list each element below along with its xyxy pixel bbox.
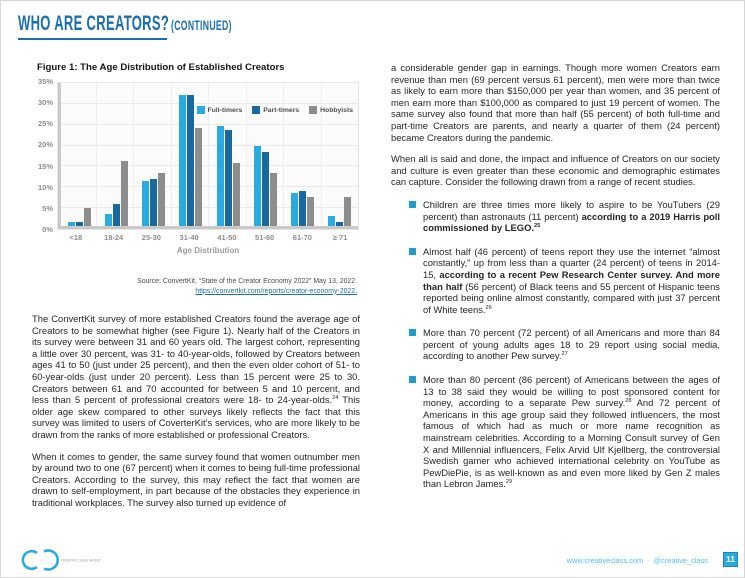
chart-bar <box>225 130 232 226</box>
chart-bar <box>179 95 186 226</box>
bar-group <box>61 83 98 226</box>
x-axis-tick-label: ≥ 71 <box>332 233 348 242</box>
chart-bar <box>299 191 306 226</box>
x-axis-tick-label: 51-60 <box>255 233 275 242</box>
bullet-text: More than 80 percent (86 percent) of Americans between the ages of 13 to 38 said they would be willing to post sponsored content for money, according to a separate Pew survey.$^{28}$ And 72 percent of Americans in this age group said they followed influencers, the most famous of which had as much or more name recognition as mainstream celebrities. According to a Morning Consult survey of Gen X and Millennial influencers, Felix Arvid Ulf Kjellberg, the controversial Swedish gamer who achieved international celebrity on YouTube as PewDiePie, is as well-known as and even more liked by Gen Z males than Lebron James.$^{29}$ <box>423 374 720 490</box>
x-axis-tick-label: <18 <box>69 233 83 242</box>
legend-swatch-icon <box>252 106 260 114</box>
bullet-square-icon <box>409 376 416 383</box>
chart-bar <box>142 181 149 226</box>
right-column <box>391 62 720 502</box>
chart-bar <box>76 222 83 226</box>
bar-group <box>247 83 284 226</box>
page-header <box>18 12 363 36</box>
chart-bar <box>307 197 314 226</box>
chart-bar <box>291 193 298 226</box>
paragraph: a considerable gender gap in earnings. Though more women Creators earn revenue than men (69 percent versus 61 percent), men were more than twice as likely to earn more than $150,000 per year than women, and 35 percent of men earn more than $100,000 as compared to just 19 percent of women. The same survey also found that more than half (55 percent) of both full-time and part-time Creators are parents, and nearly a quarter of them (24 percent) became Creators during the pandemic. <box>391 62 720 143</box>
bar-group <box>135 83 172 226</box>
legend-label: Full-timers <box>207 106 243 114</box>
chart-bar <box>68 222 75 226</box>
chart-bar <box>84 208 91 226</box>
chart-bar <box>113 204 120 226</box>
page-subtitle: (CONTINUED) <box>171 17 232 33</box>
paragraph: The ConvertKit survey of more established Creators found the average age of Creators to be somewhat higher (see Figure 1). Nearly half of the Creators in its survey were between 31 and 60 years old. The largest cohort, representing a little over 30 percent, was 31- to 40-year-olds, followed by Creators between ages 41 to 50 (just under 25 percent), and then the even older cohort of 51- to 60-year-olds (just under 20 percent). Less than 15 percent were 25 to 30. Creators between 61 and 70 accounted for between 5 and 10 percent, and less than 5 percent of professional creators were 18- to 24-year-olds.$^{24}$ This older age skew compared to other surveys likely reflects the fact that this survey was limited to users of CoverterKit’s services, who are more likely to be drawn from the ranks of more established or professional Creators. <box>32 313 360 440</box>
x-axis-tick-label: 61-70 <box>292 233 312 242</box>
chart-bar <box>270 173 277 226</box>
bullet-text: Almost half (46 percent) of teens report they use the internet “almost constantly,” up from less than a quarter (24 percent) of teens in 2014-15, according to a recent Pew Research Center survey. And more than half (56 percent) of Black teens and 55 percent of Hispanic teens reported being online almost constantly, compared with just 37 percent of White teens.$^{26}$ <box>423 245 720 315</box>
bullet-item <box>391 199 720 234</box>
paragraph: When it comes to gender, the same survey found that women outnumber men by around two to one (67 percent) when it comes to being full-time professional Creators. According to the survey, this may reflect the fact that women are drawn to self-employment, in part because of the obstacles they experience in traditional workplaces. The survey also turned up evidence of <box>32 450 360 508</box>
y-axis-tick-label: 5% <box>42 203 53 213</box>
chart-bar <box>217 126 224 226</box>
y-axis-tick-label: 25% <box>37 119 53 129</box>
bullet-item <box>391 327 720 362</box>
chart-bar <box>150 179 157 226</box>
bullet-item <box>391 246 720 316</box>
bar-group <box>172 83 209 226</box>
legend-item <box>309 106 353 114</box>
bar-group <box>321 83 358 226</box>
chart-bar <box>344 197 351 226</box>
bullet-text: More than 70 percent (72 percent) of all Americans and more than 84 percent of young adults ages 18 to 29 report using social media, according to another Pew survey.$^{27}$ <box>423 327 720 362</box>
chart-bar <box>158 173 165 226</box>
age-distribution-chart <box>37 77 359 255</box>
x-axis <box>57 233 359 242</box>
bullet-square-icon <box>409 201 416 208</box>
bullet-square-icon <box>409 329 416 336</box>
chart-bar <box>254 146 261 226</box>
bullet-text: Children are three times more likely to aspire to be YouTubers (29 percent) than astronauts (11 percent) according to a 2019 Harris poll commissioned by LEGO.$^{25}$ <box>423 198 720 234</box>
x-axis-title: Age Distribution <box>176 246 240 255</box>
chart-bar <box>187 95 194 226</box>
legend-label: Hobbyists <box>320 106 353 114</box>
source-note <box>37 277 357 296</box>
page-title: WHO ARE CREATORS? <box>18 12 170 35</box>
legend-item <box>252 106 299 114</box>
chart-bar <box>105 214 112 226</box>
paragraph: When all is said and done, the impact and influence of Creators on our society and culture is even greater than these economic and demographic estimates can capture. Consider the following drawn from a range of recent studies. <box>391 153 720 188</box>
legend-label: Part-timers <box>263 106 300 114</box>
bar-group <box>284 83 321 226</box>
y-axis-tick-label: 20% <box>37 140 53 150</box>
footer-social-link[interactable]: @creative_class <box>653 556 708 565</box>
page-number-badge: 11 <box>723 552 738 567</box>
footer-separator: · <box>647 556 650 565</box>
legend-swatch-icon <box>197 106 205 114</box>
plot-area <box>57 82 359 230</box>
creative-class-logo <box>20 548 130 572</box>
logo-text: CREATIVE CLASS GROUP <box>61 558 101 563</box>
bullet-list <box>391 199 720 490</box>
y-axis-tick-label: 35% <box>37 77 53 86</box>
y-axis-tick-label: 15% <box>37 161 53 171</box>
header-underline <box>18 38 167 40</box>
source-link[interactable]: https://convertkit.com/reports/creator-economy-2022. <box>195 287 357 295</box>
bar-group <box>98 83 135 226</box>
bullet-item <box>391 374 720 490</box>
bullet-square-icon <box>409 248 416 255</box>
chart-bar <box>195 128 202 226</box>
footer-links <box>565 556 710 565</box>
bar-group <box>207 83 247 226</box>
chart-bar <box>262 152 269 226</box>
chart-bar <box>233 163 240 226</box>
x-axis-tick-label: 31-40 <box>179 233 199 242</box>
chart-bar <box>328 216 335 226</box>
y-axis-tick-label: 30% <box>37 98 53 108</box>
y-axis-tick-label: 10% <box>37 182 53 192</box>
legend-swatch-icon <box>309 106 317 114</box>
left-column <box>32 313 360 519</box>
chart-bar <box>336 222 343 226</box>
y-axis-tick-label: 0% <box>42 225 53 234</box>
figure-title: Figure 1: The Age Distribution of Established Creators <box>37 62 285 73</box>
chart-bar <box>121 161 128 226</box>
x-axis-tick-label: 41-50 <box>217 233 237 242</box>
legend-item <box>197 106 243 114</box>
x-axis-spine <box>58 226 358 229</box>
source-text: Source: ConvertKit, “State of the Creator Economy 2022” May 13, 2022. <box>137 278 357 285</box>
y-axis <box>37 77 57 234</box>
x-axis-tick-label: 18-24 <box>104 233 124 242</box>
footer-website-link[interactable]: www.creativeclass.com <box>566 556 644 565</box>
chart-legend <box>197 106 354 114</box>
x-axis-tick-label: 25-30 <box>141 233 161 242</box>
